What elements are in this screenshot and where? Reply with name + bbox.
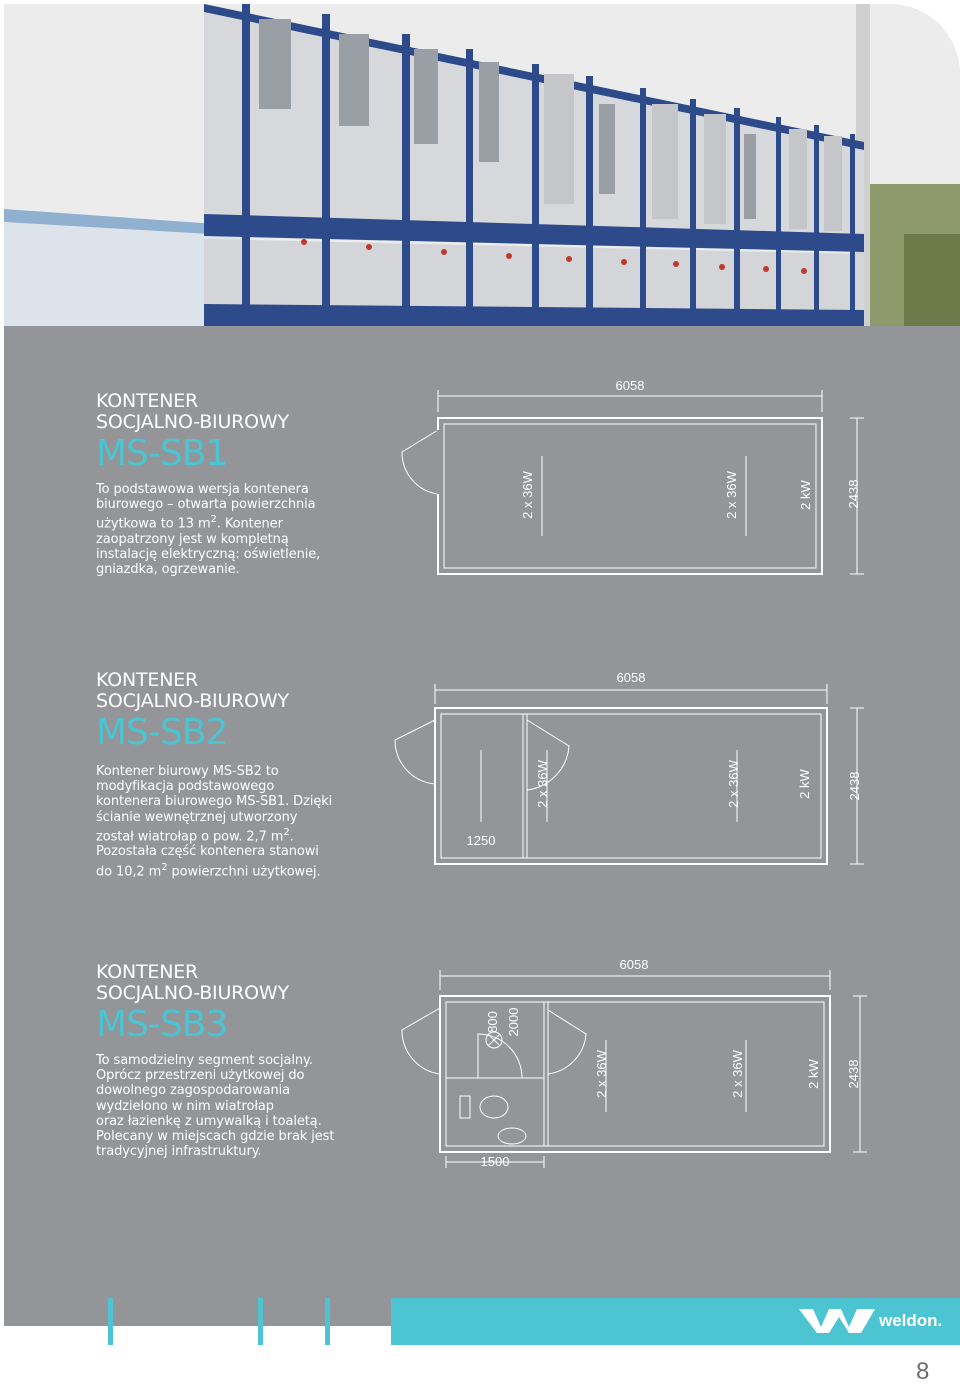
dim-800: 800 (485, 1011, 500, 1033)
section-description-ms-sb3 (96, 1053, 334, 1159)
description-text: To samodzielny segment socjalny. Oprócz przestrzeni użytkowej do dowolnego zagospodarowania wydzielono w nim wiatrołap oraz łazienkę z umywalką i toaletą. Polecany w miejscach gdzie brak jest tradycyjnej infrastruktury. (96, 1053, 335, 1160)
section-heading-ms-sb3 (96, 962, 289, 1044)
floor-plan-ms-sb1 (380, 370, 880, 590)
dim-bathroom-width: 1500 (480, 1154, 510, 1169)
heading-line2: SOCJALNO-BIUROWY (96, 982, 289, 1004)
weldon-logo-icon (799, 1307, 875, 1335)
heading-line1: KONTENER (96, 390, 199, 412)
description-text-tail: powierzchni użytkowej. (167, 863, 321, 879)
dim-2000: 2000 (506, 1007, 521, 1037)
floor-plan-ms-sb2 (375, 662, 875, 882)
dim-length: 6058 (615, 378, 645, 393)
section-heading-ms-sb2 (96, 670, 289, 752)
superscript-2: 2 (161, 861, 168, 873)
light-label-2: 2 x 36W (730, 1050, 745, 1098)
page-number: 8 (916, 1358, 930, 1385)
accent-bar (325, 1298, 330, 1345)
section-description-ms-sb1 (96, 482, 320, 578)
heading-line1: KONTENER (96, 669, 199, 691)
description-text-mid: . Pozostała część kontenera stanowi do 10,2 m (96, 829, 319, 879)
brand-band (391, 1298, 960, 1345)
dim-length: 6058 (616, 670, 646, 685)
section-description-ms-sb2 (96, 764, 332, 879)
dim-width: 2438 (847, 771, 862, 801)
accent-bar (258, 1298, 263, 1345)
dim-length: 6058 (619, 957, 649, 972)
floor-plan-ms-sb3 (378, 950, 878, 1172)
model-name: MS-SB1 (96, 433, 228, 474)
heater-label: 2 kW (806, 1059, 821, 1089)
description-text: To podstawowa wersja kontenera biurowego – otwarta powierzchnia użytkowa to 13 m (96, 482, 316, 532)
dim-vestibule: 1250 (466, 833, 496, 848)
heater-label: 2 kW (797, 769, 812, 799)
description-text-tail: . Kontener zaopatrzony jest w kompletną instalację elektryczną: oświetlenie, gniazdka, ogrzewanie. (96, 516, 321, 578)
heading-line2: SOCJALNO-BIUROWY (96, 411, 289, 433)
description-text: Kontener biurowy MS-SB2 to modyfikacja podstawowego kontenera biurowego MS-SB1. Dzięki ścianie wewnętrznej utworzony został wiatrołap o pow. 2,7 m (96, 764, 333, 845)
container-building-photo (4, 4, 960, 326)
heading-line2: SOCJALNO-BIUROWY (96, 690, 289, 712)
light-label-2: 2 x 36W (726, 760, 741, 808)
model-name: MS-SB2 (96, 712, 228, 753)
brand-name: weldon. (879, 1311, 943, 1330)
heading-line1: KONTENER (96, 961, 199, 983)
light-label-2: 2 x 36W (724, 471, 739, 519)
accent-bar (108, 1298, 113, 1345)
superscript: 2 (283, 826, 290, 838)
model-name: MS-SB3 (96, 1004, 228, 1045)
dim-width: 2438 (846, 1059, 861, 1089)
light-label-1: 2 x 36W (535, 760, 550, 808)
light-label-1: 2 x 36W (520, 471, 535, 519)
heater-label: 2 kW (798, 480, 813, 510)
light-label-1: 2 x 36W (594, 1050, 609, 1098)
dim-width: 2438 (846, 479, 861, 509)
section-heading-ms-sb1 (96, 391, 289, 473)
superscript: 2 (210, 514, 217, 526)
